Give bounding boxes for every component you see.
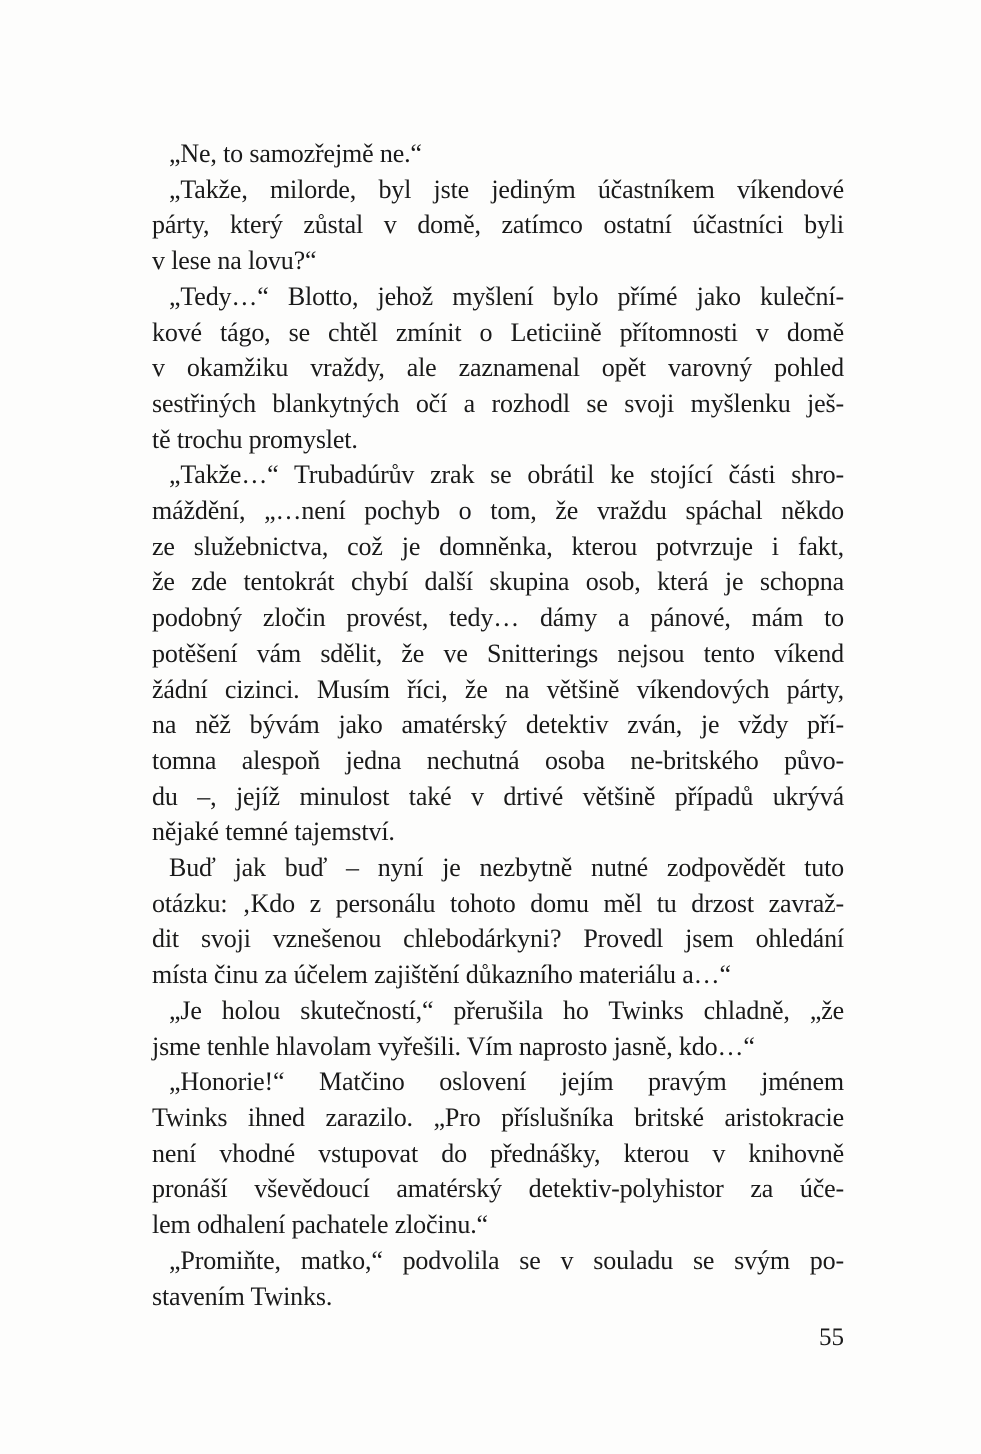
text-line: tomna alespoň jedna nechutná osoba ne-britského půvo- [152, 745, 844, 775]
paragraph [152, 993, 844, 1064]
page-number: 55 [819, 1324, 844, 1351]
text-line: že zde tentokrát chybí další skupina osob, která je schopna [152, 567, 844, 597]
text-line: Twinks ihned zarazilo. „Pro příslušníka britské aristokracie [152, 1102, 844, 1132]
text-line: stavením Twinks. [152, 1281, 333, 1311]
page-text [152, 136, 844, 1314]
text-line: Buď jak buď – nyní je nezbytně nutné zodpovědět tuto [169, 853, 844, 883]
text-line: kové tágo, se chtěl zmínit o Leticiině přítomnosti v domě [152, 317, 844, 347]
text-line: dit svoji vznešenou chlebodárkyni? Provedl jsem ohledání [152, 924, 844, 954]
paragraph [152, 136, 844, 172]
text-line: potěšení vám sdělit, že ve Snitterings nejsou tento víkend [152, 638, 844, 668]
paragraph [152, 850, 844, 993]
text-line: není vhodné vstupovat do přednášky, kterou v knihovně [152, 1138, 844, 1168]
paragraph [152, 457, 844, 850]
text-line: „Tedy…“ Blotto, jehož myšlení bylo přímé jako kuleční- [169, 281, 844, 311]
paragraph [152, 172, 844, 279]
text-line: „Takže…“ Trubadúrův zrak se obrátil ke stojící části shro- [169, 460, 844, 490]
text-line: podobný zločin provést, tedy… dámy a pánové, mám to [152, 603, 844, 633]
text-line: „Takže, milorde, byl jste jediným účastníkem víkendové [169, 174, 844, 204]
text-line: „Ne, to samozřejmě ne.“ [169, 139, 422, 168]
text-line: lem odhalení pachatele zločinu.“ [152, 1210, 488, 1240]
text-line: žádní cizinci. Musím říci, že na většině víkendových párty, [152, 674, 844, 704]
text-line: v lese na lovu?“ [152, 246, 317, 276]
text-line: „Honorie!“ Matčino oslovení jejím pravým jménem [169, 1067, 844, 1097]
text-line: tě trochu promyslet. [152, 424, 358, 454]
text-line: párty, který zůstal v domě, zatímco ostatní účastníci byli [152, 210, 844, 240]
paragraph [152, 279, 844, 458]
text-line: jsme tenhle hlavolam vyřešili. Vím naprosto jasně, kdo…“ [152, 1031, 755, 1061]
text-line: na něž bývám jako amatérský detektiv zván, je vždy pří- [152, 710, 844, 740]
paragraph [152, 1064, 844, 1243]
text-line: pronáší vševědoucí amatérský detektiv-polyhistor za úče- [152, 1174, 844, 1204]
text-line: máždění, „…není pochyb o tom, že vraždu spáchal někdo [152, 496, 844, 526]
text-line: nějaké temné tajemství. [152, 817, 395, 847]
text-line: ze služebnictva, což je domněnka, kterou potvrzuje i fakt, [152, 531, 844, 561]
paragraph [152, 1243, 844, 1314]
text-line: otázku: ‚Kdo z personálu tohoto domu měl tu drzost zavraž- [152, 888, 844, 918]
text-line: sestřiných blankytných očí a rozhodl se svoji myšlenku ješ- [152, 388, 844, 418]
text-line: du –, jejíž minulost také v drtivé většině případů ukrývá [152, 781, 844, 811]
text-line: místa činu za účelem zajištění důkazního materiálu a…“ [152, 960, 731, 990]
text-line: v okamžiku vraždy, ale zaznamenal opět varovný pohled [152, 353, 844, 383]
text-line: „Promiňte, matko,“ podvolila se v souladu se svým po- [169, 1245, 844, 1275]
text-line: „Je holou skutečností,“ přerušila ho Twinks chladně, „že [169, 995, 844, 1025]
